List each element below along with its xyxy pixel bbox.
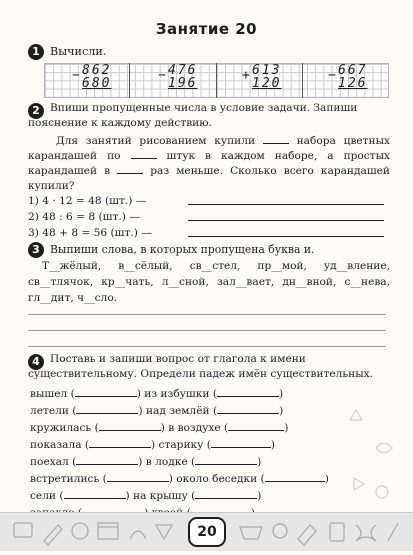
column-example-1: − 862 680 bbox=[72, 63, 112, 91]
blank-field[interactable] bbox=[117, 164, 143, 174]
writing-line[interactable] bbox=[28, 330, 386, 331]
solution-step-1: 1) 4 · 12 = 48 (шт.) — bbox=[28, 195, 147, 207]
task-number-3: 3 bbox=[28, 242, 44, 258]
case-field[interactable] bbox=[211, 438, 271, 448]
blank-field[interactable] bbox=[263, 134, 289, 144]
task4-instruction: Поставь и запиши вопрос от глагола к имени существительному. Определи падеж имён существительных. bbox=[28, 353, 373, 380]
question-field[interactable] bbox=[64, 489, 126, 499]
verb-noun-pair: летели ( ) над землёй ( ) bbox=[30, 405, 284, 417]
verb-noun-pair: встретились ( ) около беседки ( ) bbox=[30, 473, 329, 485]
solution-step-3: 3) 48 + 8 = 56 (шт.) — bbox=[28, 227, 152, 239]
question-field[interactable] bbox=[76, 404, 138, 414]
task-number-1: 1 bbox=[28, 44, 44, 60]
case-field[interactable] bbox=[195, 489, 257, 499]
task2-instruction: Впиши пропущенные числа в условие задачи. Запиши пояснение к каждому действию. bbox=[28, 102, 358, 129]
answer-line[interactable] bbox=[188, 220, 384, 221]
column-example-2: − 476 196 bbox=[158, 63, 198, 91]
writing-line[interactable] bbox=[28, 314, 386, 315]
task-number-4: 4 bbox=[28, 354, 44, 370]
question-field[interactable] bbox=[76, 455, 138, 465]
answer-line[interactable] bbox=[188, 204, 384, 205]
page-number: 20 bbox=[188, 517, 226, 547]
column-example-3: + 613 120 bbox=[242, 63, 282, 91]
doodle-decoration-icon bbox=[340, 400, 400, 510]
grid-divider bbox=[216, 63, 217, 98]
task3-instruction: Выпиши слова, в которых пропущена буква и. bbox=[50, 243, 315, 256]
case-field[interactable] bbox=[195, 455, 257, 465]
question-field[interactable] bbox=[99, 421, 161, 431]
blank-field[interactable] bbox=[131, 149, 157, 159]
grid-divider bbox=[302, 63, 303, 98]
case-field[interactable] bbox=[265, 472, 325, 482]
solution-step-2: 2) 48 : 6 = 8 (шт.) — bbox=[28, 211, 140, 223]
task2-problem: Для занятий рисованием купили набора цветных карандашей по штук в каждом наборе, а простых карандашей в раз меньше. Сколько всего карандашей купили? bbox=[28, 135, 391, 192]
task-number-2: 2 bbox=[28, 103, 44, 119]
verb-noun-pair: вышел ( ) из избушки ( ) bbox=[30, 388, 284, 400]
verb-noun-pair: сели ( ) на крышу ( ) bbox=[30, 490, 262, 502]
case-field[interactable] bbox=[228, 421, 284, 431]
question-field[interactable] bbox=[75, 387, 137, 397]
verb-noun-pair: показала ( ) старику ( ) bbox=[30, 439, 276, 451]
task3-words: Т__жёлый, в__сёлый, св__стел, пр__мой, уд__вление, св__тлячок, кр__чать, л__сной, зал__вает, дн__вной, с__нева, гл__дит, ч__сло. bbox=[28, 260, 390, 304]
page-title: Занятие 20 bbox=[155, 20, 258, 38]
task1-instruction: Вычисли. bbox=[50, 45, 107, 58]
verb-noun-pair: поехал ( ) в лодке ( ) bbox=[30, 456, 262, 468]
verb-noun-pair: кружилась ( ) в воздухе ( ) bbox=[30, 422, 289, 434]
writing-line[interactable] bbox=[28, 346, 386, 347]
answer-line[interactable] bbox=[188, 236, 384, 237]
question-field[interactable] bbox=[89, 438, 151, 448]
grid-divider bbox=[129, 63, 130, 98]
case-field[interactable] bbox=[217, 404, 279, 414]
case-field[interactable] bbox=[217, 387, 279, 397]
question-field[interactable] bbox=[107, 472, 169, 482]
column-example-4: − 667 126 bbox=[328, 63, 368, 91]
